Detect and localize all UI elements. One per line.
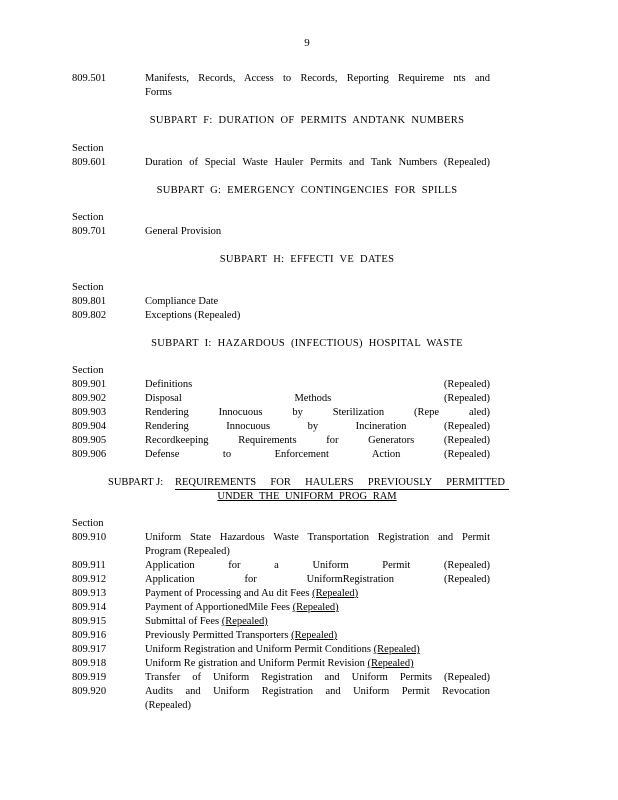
section-title: Rendering Innocuous by Sterilization (Repe aled): [145, 407, 490, 418]
section-label: Section: [72, 143, 104, 154]
section-number: 809.911: [72, 560, 106, 571]
section-number: 809.918: [72, 658, 107, 669]
section-title: Manifests, Records, Access to Records, Reporting Requireme nts and: [145, 73, 490, 84]
subpart-h-heading: SUBPART H: EFFECTI VE DATES: [219, 254, 395, 265]
section-title-text: Uniform Re gistration and Uniform Permit Revision: [145, 658, 365, 669]
section-title-text: Payment of ApportionedMile Fees: [145, 602, 290, 613]
repealed-underlined: (Repealed): [312, 588, 359, 599]
section-label: Section: [72, 212, 104, 223]
subpart-j-title-line2: UNDER THE UNIFORM PROG RAM: [217, 491, 397, 502]
section-title: [145, 587, 490, 601]
section-number: 809.901: [72, 379, 107, 390]
section-number: 809.916: [72, 630, 107, 641]
section-title: Audits and Uniform Registration and Uniform Permit Revocation: [145, 686, 490, 697]
section-title: Duration of Special Waste Hauler Permits and Tank Numbers (Repealed): [145, 157, 490, 168]
section-title-text: Payment of Processing and Au dit Fees: [145, 588, 310, 599]
section-number: 809.501: [72, 73, 107, 84]
section-title: General Provision: [145, 226, 222, 237]
section-title: Uniform State Hazardous Waste Transportation Registration and Permit: [145, 532, 490, 543]
section-title: [145, 643, 490, 657]
section-title: Transfer of Uniform Registration and Uniform Permits (Repealed): [145, 672, 490, 683]
section-number: 809.903: [72, 407, 107, 418]
section-number: 809.910: [72, 532, 107, 543]
section-title-text: Uniform Registration and Uniform Permit Conditions: [145, 644, 372, 655]
section-number: 809.906: [72, 449, 107, 460]
section-number: 809.920: [72, 686, 107, 697]
page-number: 9: [304, 37, 310, 49]
section-label: Section: [72, 365, 104, 376]
section-number: 809.601: [72, 157, 107, 168]
section-title: Application for UniformRegistration (Repealed): [145, 574, 490, 585]
section-title: Definitions (Repealed): [145, 379, 490, 390]
section-title-continued: Program (Repealed): [145, 546, 230, 557]
subpart-g-heading: SUBPART G: EMERGENCY CONTINGENCIES FOR SPILLS: [156, 185, 458, 196]
section-number: 809.902: [72, 393, 107, 404]
section-number: 809.905: [72, 435, 107, 446]
section-title: Defense to Enforcement Action (Repealed): [145, 449, 490, 460]
repealed-underlined: (Repealed): [367, 658, 414, 669]
section-title: Compliance Date: [145, 296, 219, 307]
section-title: [145, 629, 490, 643]
section-title-continued: (Repealed): [145, 700, 192, 711]
section-title: Rendering Innocuous by Incineration (Repealed): [145, 421, 490, 432]
section-number: 809.701: [72, 226, 107, 237]
repealed-underlined: (Repealed): [292, 602, 339, 613]
section-number: 809.904: [72, 421, 107, 432]
section-number: 809.912: [72, 574, 107, 585]
section-label: Section: [72, 518, 104, 529]
subpart-j-prefix: SUBPART J:: [108, 477, 164, 488]
section-title-continued: Forms: [145, 87, 172, 98]
section-title: Exceptions (Repealed): [145, 310, 241, 321]
section-title-text: Previously Permitted Transporters: [145, 630, 289, 641]
section-number: 809.917: [72, 644, 107, 655]
section-number: 809.801: [72, 296, 107, 307]
section-number: 809.802: [72, 310, 107, 321]
repealed-underlined: (Repealed): [291, 630, 338, 641]
section-title: [145, 657, 490, 671]
section-number: 809.913: [72, 588, 107, 599]
section-title: Disposal Methods (Repealed): [145, 393, 490, 404]
section-number: 809.919: [72, 672, 107, 683]
repealed-underlined: (Repealed): [221, 616, 268, 627]
section-label: Section: [72, 282, 104, 293]
subpart-i-heading: SUBPART I: HAZARDOUS (INFECTIOUS) HOSPITAL WASTE: [151, 338, 463, 349]
section-title: [145, 615, 490, 629]
repealed-underlined: (Repealed): [373, 644, 420, 655]
section-title: Recordkeeping Requirements for Generators (Repealed): [145, 435, 490, 446]
section-number: 809.914: [72, 602, 107, 613]
subpart-j-title: REQUIREMENTS FOR HAULERS PREVIOUSLY PERMITTED: [175, 477, 505, 488]
subpart-f-heading: SUBPART F: DURATION OF PERMITS ANDTANK NUMBERS: [149, 115, 465, 126]
section-title: [145, 601, 490, 615]
section-number: 809.915: [72, 616, 107, 627]
subpart-j-title-continued: [0, 490, 614, 504]
section-title: Application for a Uniform Permit (Repealed): [145, 560, 490, 571]
section-title-text: Submittal of Fees: [145, 616, 220, 627]
